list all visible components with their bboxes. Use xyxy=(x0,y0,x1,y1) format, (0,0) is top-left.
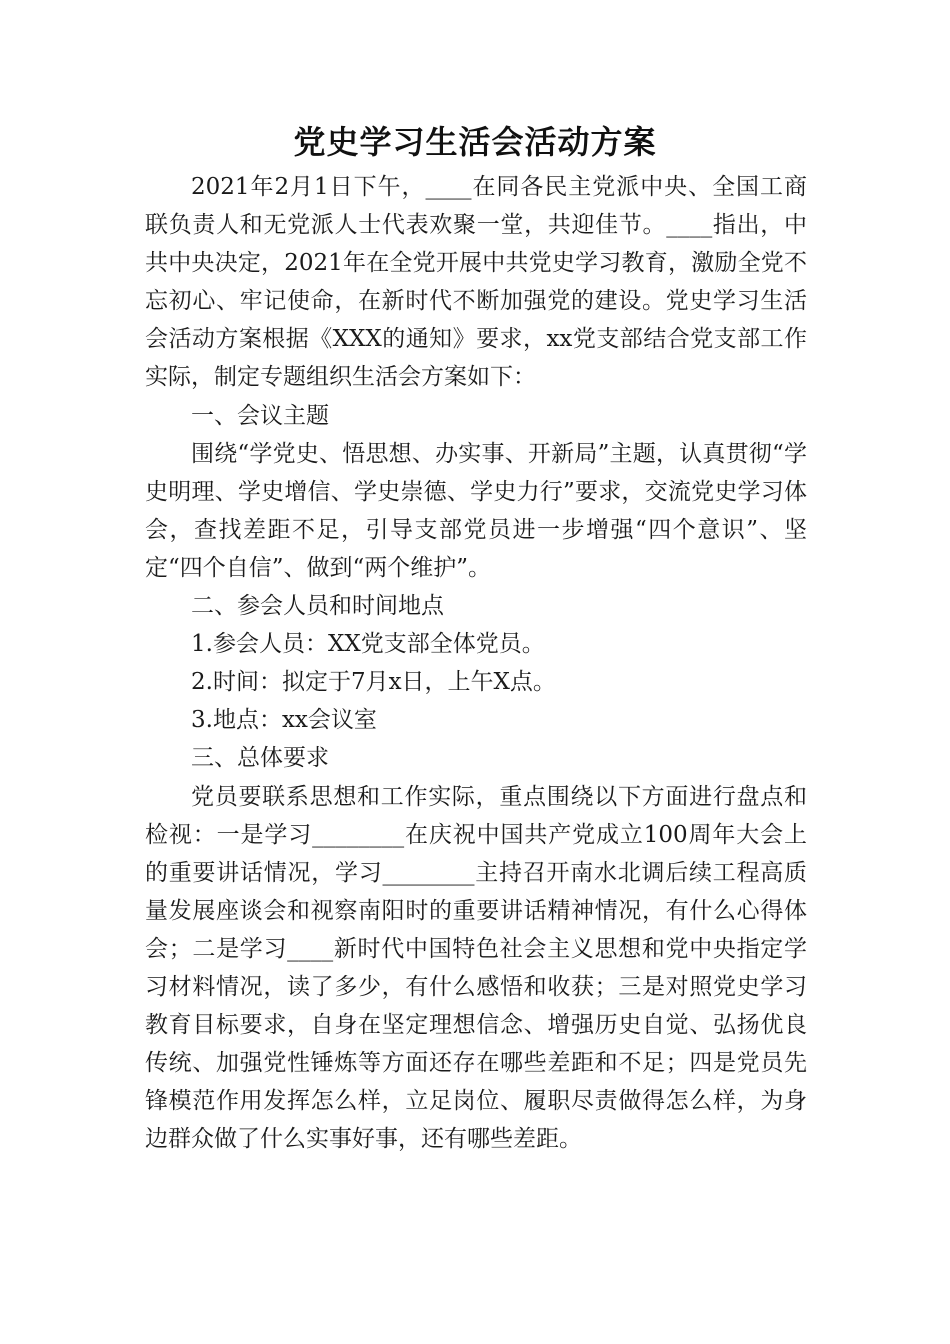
time-item: 2.时间：拟定于7月x日，上午X点。 xyxy=(191,669,556,696)
section-heading-attendees-time-place: 二、参会人员和时间地点 xyxy=(191,593,444,620)
document-title: 党史学习生活会活动方案 xyxy=(293,123,657,161)
intro-paragraph: 2021年2月1日下午，____在同各民主党派中央、全国工商联负责人和无党派人士代表欢聚一堂，共迎佳节。____指出，中共中央决定，2021年在全党开展中共党史学习教育，激励全党不忘初心、牢记使命，在新时代不断加强党的建设。党史学习生活会活动方案根据《XXX的通知》要求，xx党支部结合党支部工作实际，制定专题组织生活会方案如下： xyxy=(145,174,807,391)
section-heading-meeting-theme: 一、会议主题 xyxy=(191,402,329,429)
section-heading-general-requirements: 三、总体要求 xyxy=(191,745,329,772)
meeting-theme-paragraph: 围绕“学党史、悟思想、办实事、开新局”主题，认真贯彻“学史明理、学史增信、学史崇德、学史力行”要求，交流党史学习体会，查找差距不足，引导支部党员进一步增强“四个意识”、坚定“四个自信”、做到“两个维护”。 xyxy=(145,440,807,581)
attendees-item: 1.参会人员：XX党支部全体党员。 xyxy=(191,631,545,658)
general-requirements-paragraph: 党员要联系思想和工作实际，重点围绕以下方面进行盘点和检视：一是学习________在庆祝中国共产党成立100周年大会上的重要讲话情况，学习________主持召开南水北调后续工程高质量发展座谈会和视察南阳时的重要讲话精神情况，有什么心得体会；二是学习____新时代中国特色社会主义思想和党中央指定学习材料情况，读了多少，有什么感悟和收获；三是对照党史学习教育目标要求，自身在坚定理想信念、增强历史自觉、弘扬优良传统、加强党性锤炼等方面还存在哪些差距和不足；四是党员先锋模范作用发挥怎么样，立足岗位、履职尽责做得怎么样，为身边群众做了什么实事好事，还有哪些差距。 xyxy=(145,783,807,1153)
document-body xyxy=(145,168,807,1158)
place-item: 3.地点：xx会议室 xyxy=(191,707,377,734)
